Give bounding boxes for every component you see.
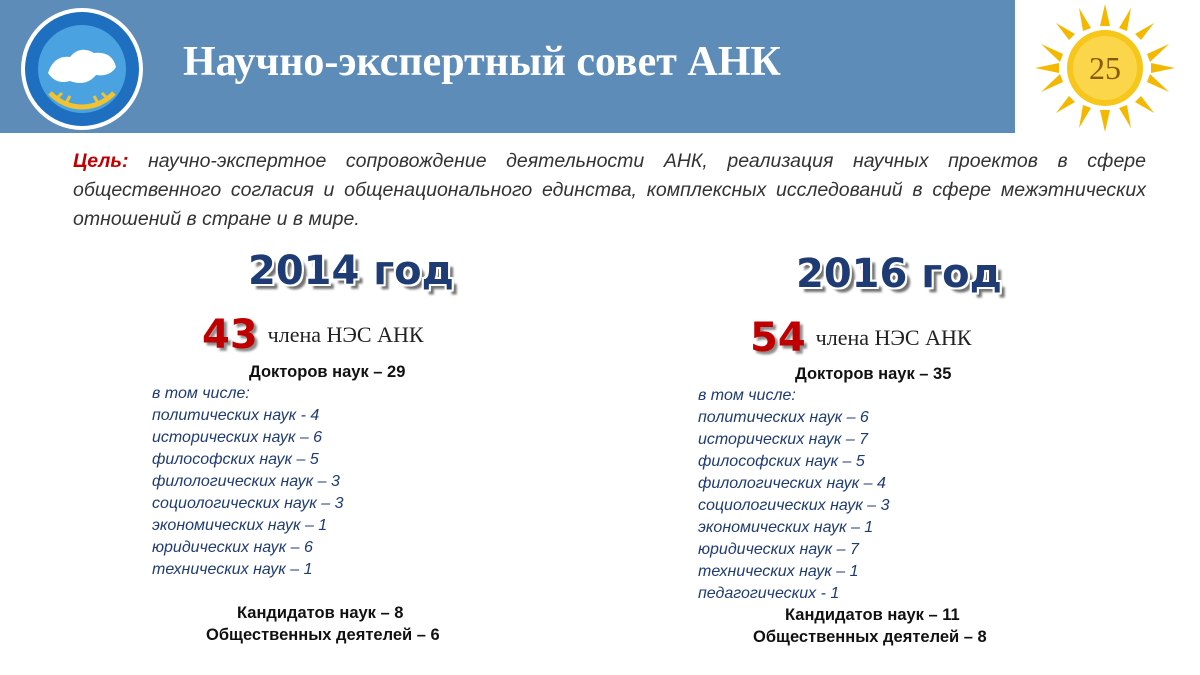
list-item: исторических наук – 6 [152, 429, 323, 446]
list-item: юридических наук – 6 [152, 539, 313, 556]
list-item: политических наук - 4 [152, 407, 320, 424]
candidates-2016: Кандидатов наук – 11 [785, 606, 960, 624]
list-item: технических наук – 1 [152, 561, 313, 578]
list-item: экономических наук – 1 [698, 519, 874, 536]
list-item: технических наук – 1 [698, 563, 859, 580]
sun-25-label: 25 [1089, 50, 1121, 86]
members-2016-text: члена НЭС АНК [815, 325, 972, 350]
members-2016-count: 54 [750, 315, 806, 361]
list-item: социологических наук – 3 [152, 495, 344, 512]
list-item: филологических наук – 3 [152, 473, 340, 490]
list-item: педагогических - 1 [698, 585, 840, 602]
year-2014-heading: 2014 год [248, 248, 454, 294]
including-2016: в том числе: [698, 387, 796, 404]
goal-paragraph [73, 147, 1146, 234]
list-item: экономических наук – 1 [152, 517, 328, 534]
members-2014 [202, 312, 424, 358]
goal-text: научно-экспертное сопровождение деятельности АНК, реализация научных проектов в сфере общественного согласия и общенационального единства, комплексных исследований в сфере межэтнических отношений в стране и в мире. [73, 150, 1146, 230]
page-title: Научно-экспертный совет АНК [183, 39, 781, 85]
list-item: социологических наук – 3 [698, 497, 890, 514]
list-item: политических наук – 6 [698, 409, 869, 426]
doctors-2016: Докторов наук – 35 [795, 365, 952, 383]
public-figures-2014: Общественных деятелей – 6 [206, 626, 440, 644]
doctors-2014: Докторов наук – 29 [249, 363, 406, 381]
public-figures-2016: Общественных деятелей – 8 [753, 628, 987, 646]
list-item: философских наук – 5 [152, 451, 319, 468]
members-2016 [750, 315, 972, 361]
list-item: филологических наук – 4 [698, 475, 886, 492]
sun-25-anniversary-icon [1030, 2, 1180, 134]
list-item: исторических наук – 7 [698, 431, 869, 448]
doctors-2014-breakdown [152, 383, 344, 581]
goal-label: Цель: [73, 150, 129, 172]
header-bar [0, 0, 1015, 133]
members-2014-count: 43 [202, 312, 258, 358]
ank-emblem-icon [20, 7, 144, 131]
members-2014-text: члена НЭС АНК [267, 322, 424, 347]
list-item: юридических наук – 7 [698, 541, 859, 558]
candidates-2014: Кандидатов наук – 8 [237, 604, 404, 622]
including-2014: в том числе: [152, 385, 250, 402]
doctors-2016-breakdown [698, 385, 890, 605]
list-item: философских наук – 5 [698, 453, 865, 470]
year-2016-heading: 2016 год [796, 251, 1002, 297]
